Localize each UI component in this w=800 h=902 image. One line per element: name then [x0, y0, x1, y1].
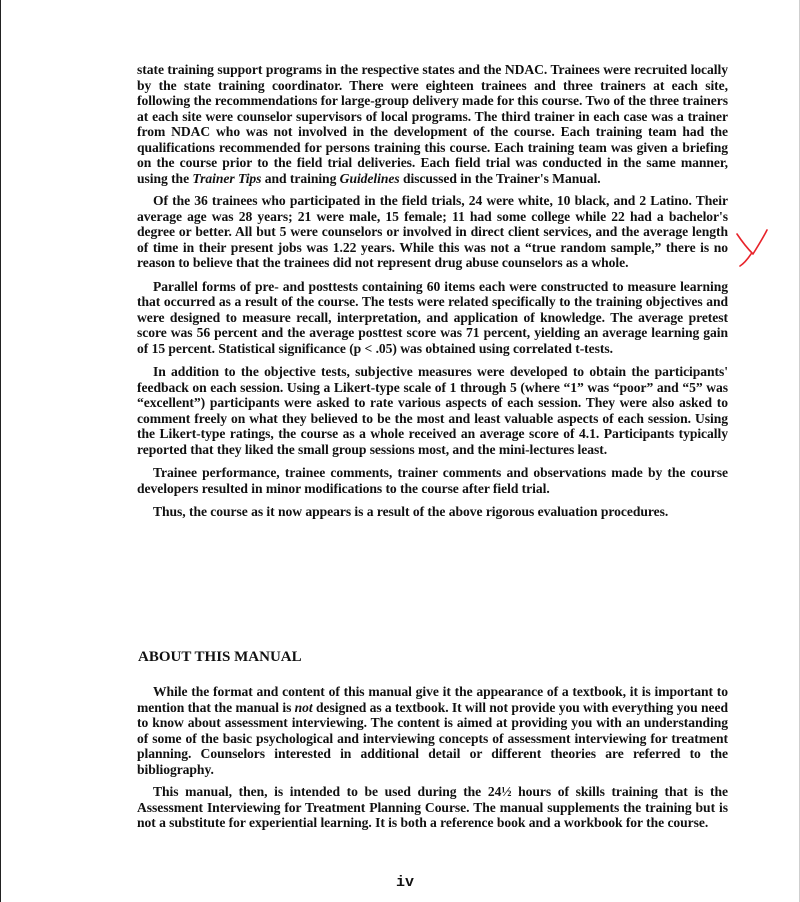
red-check-mark-icon — [731, 226, 771, 268]
paragraph-trainee-demographics: Of the 36 trainees who participated in the field trials, 24 were white, 10 black, and 2 Latino. Their average age was 28 years; 21 were male, 15 female; 11 had some college while 22 had a bachelor's degree or better. All but 5 were counselors or involved in direct client services, and the average length of time in their present jobs was 1.22 years. While this was not a “true random sample,” there is no reason to believe that the trainees did not represent drug abuse counselors as a whole. — [137, 193, 728, 270]
paragraph-training-sites: state training support programs in the respective states and the NDAC. Trainees were recruited locally by the state training coordinator. There were eighteen trainees and three trainers at each site, following the recommendations for large-group delivery made for this course. Two of the three trainers at each site were counselor supervisors of local programs. The third trainer in each case was a trainer from NDAC who was not involved in the development of the course. Each training team had the qualifications recommended for persons training this course. Each training team was given a briefing on the course prior to the field trial deliveries. Each field trial was conducted in the same manner, using the Trainer Tips and training Guidelines discussed in the Trainer's Manual. — [137, 62, 728, 186]
paragraph-subjective-measures: In addition to the objective tests, subjective measures were developed to obtain the participants' feedback on each session. Using a Likert-type scale of 1 through 5 (where “1” was “poor” and “5” was “excellent”) participants were asked to rate various aspects of each session. They were also asked to comment freely on what they believed to be the most and least valuable aspects of each session. Using the Likert-type ratings, the course as a whole received an average score of 4.1. Participants typically reported that they liked the small group sessions most, and the mini-lectures least. — [137, 364, 728, 457]
paragraph-manual-usage: This manual, then, is intended to be used during the 24½ hours of skills training that is the Assessment Interviewing for Treatment Planning Course. The manual supplements the training but is not a substitute for experiential learning. It is both a reference book and a workbook for the course. — [137, 784, 728, 830]
paragraph-manual-purpose: While the format and content of this manual give it the appearance of a textbook, it is important to mention that the manual is not designed as a textbook. It will not provide you with everything you need to know about assessment interviewing. The content is aimed at providing you with an understanding of some of the basic psychological and interviewing concepts of assessment interviewing for treatment planning. Counselors interested in additional detail or different theories are referred to the bibliography. — [137, 684, 728, 777]
page-number: iv — [396, 874, 415, 891]
not-italic: not — [294, 699, 313, 715]
section-heading: ABOUT THIS MANUAL — [138, 649, 302, 665]
body-text-upper — [137, 62, 728, 528]
paragraph-evaluation-summary: Thus, the course as it now appears is a result of the above rigorous evaluation procedures. — [153, 504, 669, 519]
body-text-lower — [137, 684, 728, 839]
trainer-tips-italic: Trainer Tips — [192, 170, 262, 186]
page-left-edge — [0, 0, 1, 902]
guidelines-italic: Guidelines — [339, 170, 400, 186]
paragraph-pre-post-tests: Parallel forms of pre- and posttests containing 60 items each were constructed to measure learning that occurred as a result of the course. The tests were related specifically to the training objectives and were designed to measure recall, interpretation, and application of knowledge. The average pretest score was 56 percent and the average posttest score was 71 percent, yielding an average learning gain of 15 percent. Statistical significance (p < .05) was obtained using correlated t-tests. — [137, 278, 728, 356]
paragraph-modifications: Trainee performance, trainee comments, trainer comments and observations made by the course developers resulted in minor modifications to the course after field trial. — [137, 465, 728, 496]
